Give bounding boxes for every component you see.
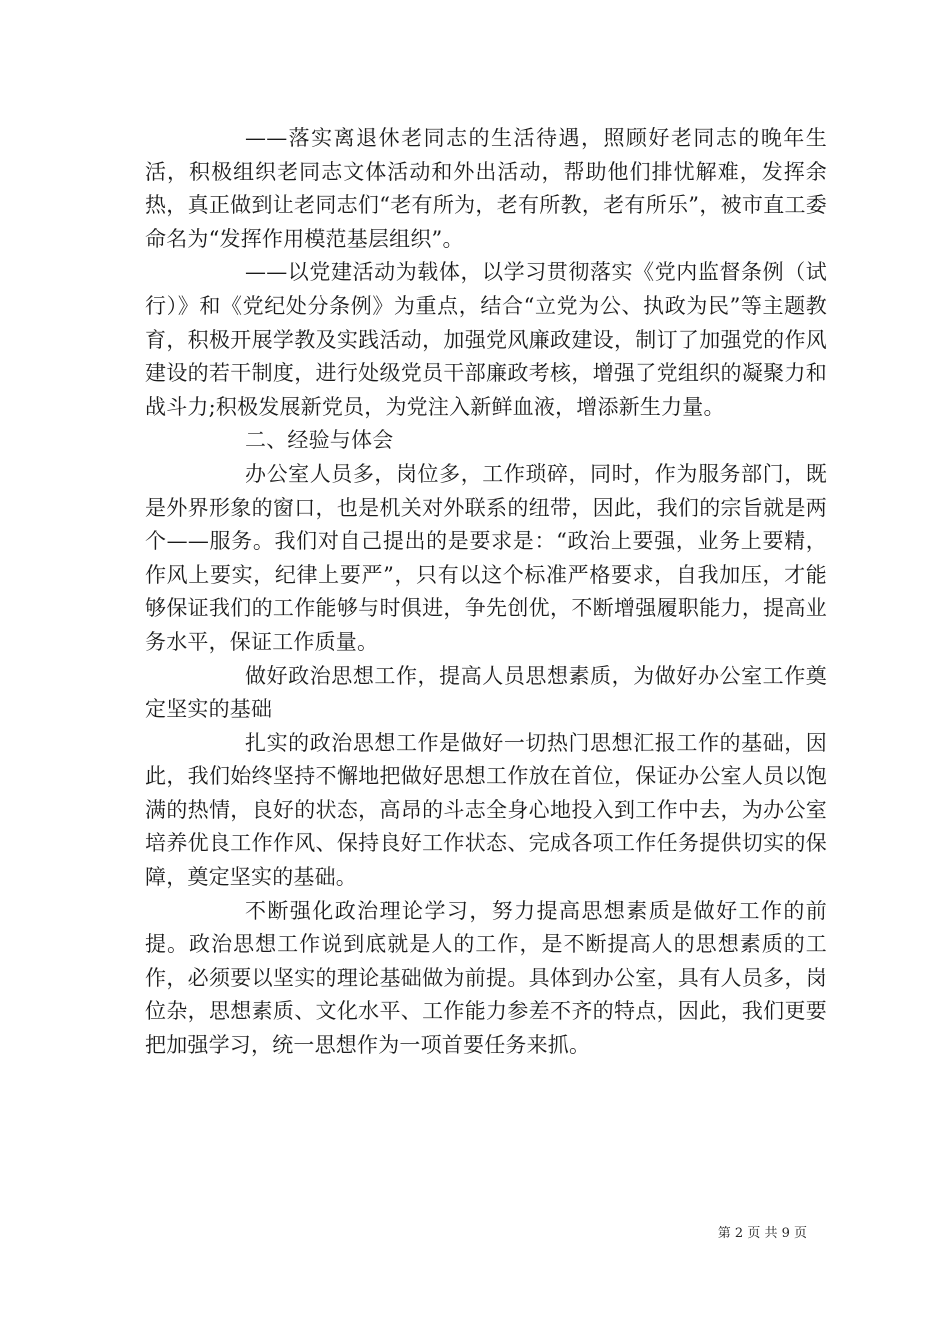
paragraph-political-work-title: 做好政治思想工作，提高人员思想素质，为做好办公室工作奠定坚实的基础	[145, 663, 827, 722]
section-heading-experience: 二、经验与体会	[245, 428, 394, 453]
paragraph-office-requirements: 办公室人员多，岗位多，工作琐碎，同时，作为服务部门，既是外界形象的窗口，也是机关对外联系的纽带，因此，我们的宗旨就是两个——服务。我们对自己提出的是要求是：“政治上要强，业务上要精，作风上要实，纪律上要严”，只有以这个标准严格要求，自我加压，才能够保证我们的工作能够与时俱进，争先创优，不断增强履职能力，提高业务水平，保证工作质量。	[145, 461, 827, 654]
paragraph-theory-study: 不断强化政治理论学习，努力提高思想素质是做好工作的前提。政治思想工作说到底就是人的工作，是不断提高人的思想素质的工作，必须要以坚实的理论基础做为前提。具体到办公室，具有人员多，岗位杂，思想素质、文化水平、工作能力参差不齐的特点，因此，我们更要把加强学习，统一思想作为一项首要任务来抓。	[145, 898, 827, 1058]
paragraph-political-work-basis: 扎实的政治思想工作是做好一切热门思想汇报工作的基础，因此，我们始终坚持不懈地把做好思想工作放在首位，保证办公室人员以饱满的热情，良好的状态，高昂的斗志全身心地投入到工作中去，为办公室培养优良工作作风、保持良好工作状态、完成各项工作任务提供切实的保障，奠定坚实的基础。	[145, 730, 827, 890]
document-body	[145, 122, 827, 1063]
page-number-footer: 第 2 页 共 9 页	[717, 1226, 807, 1241]
paragraph-party-building: ——以党建活动为载体，以学习贯彻落实《党内监督条例（试行）》和《党纪处分条例》为重点，结合“立党为公、执政为民”等主题教育，积极开展学教及实践活动，加强党风廉政建设，制订了加强党的作风建设的若干制度，进行处级党员干部廉政考核，增强了党组织的凝聚力和战斗力;积极发展新党员，为党注入新鲜血液，增添新生力量。	[145, 260, 827, 419]
paragraph-retired-cadres: ——落实离退休老同志的生活待遇，照顾好老同志的晚年生活，积极组织老同志文体活动和外出活动，帮助他们排忧解难，发挥余热，真正做到让老同志们“老有所为，老有所教，老有所乐”，被市直工委命名为“发挥作用模范基层组织”。	[145, 126, 827, 251]
